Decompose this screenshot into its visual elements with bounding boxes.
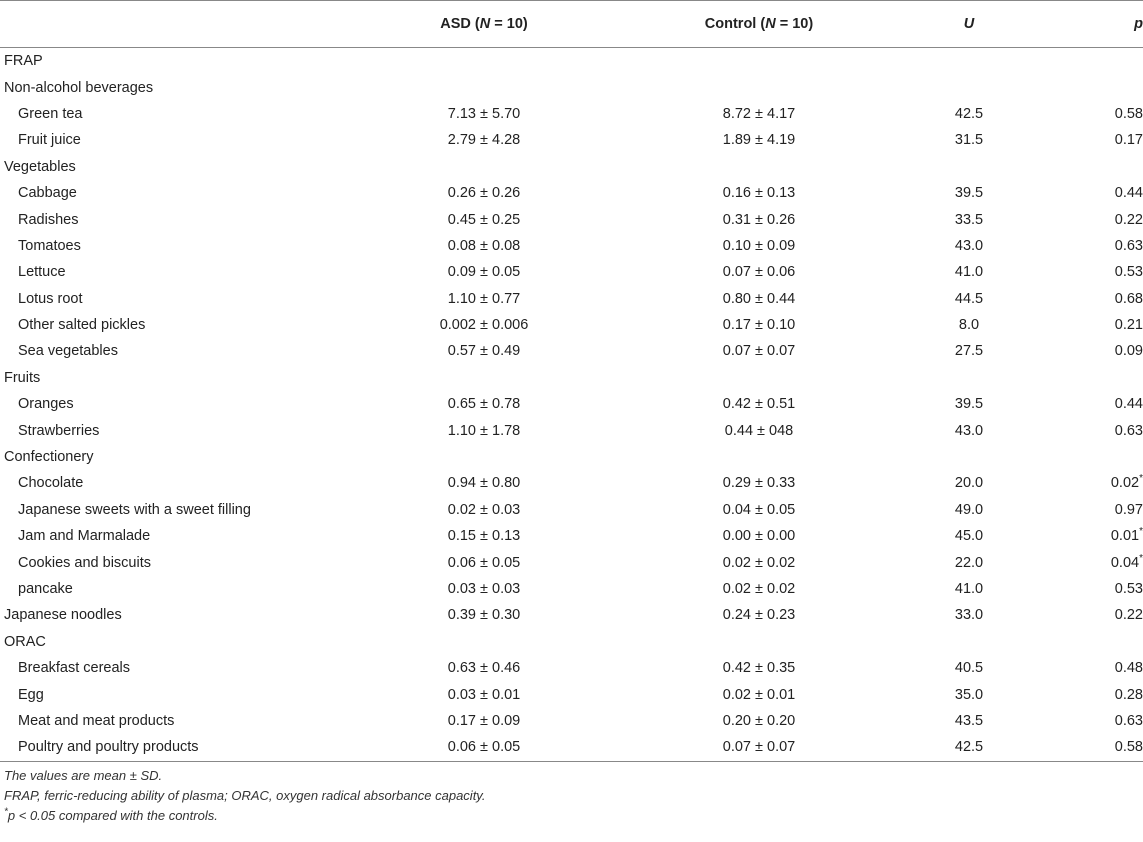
row-label-text: Fruit juice <box>18 132 81 149</box>
u-value <box>884 391 1054 417</box>
p-value-text: 0.44 <box>1114 396 1143 413</box>
p-value-text: 0.22 <box>1114 607 1143 624</box>
control-value <box>634 629 884 655</box>
asd-value-text: 0.15 ± 0.13 <box>447 528 521 545</box>
asd-value <box>334 708 634 734</box>
row-label-text: Other salted pickles <box>18 317 146 334</box>
table-row <box>0 444 1143 470</box>
row-label-text: Confectionery <box>4 449 94 466</box>
row-label-text: Radishes <box>18 211 79 228</box>
u-value <box>884 312 1054 338</box>
asd-value <box>334 101 634 127</box>
asd-value <box>334 655 634 681</box>
p-value <box>1054 259 1143 285</box>
table-row <box>0 576 1143 602</box>
asd-value <box>334 259 634 285</box>
row-label <box>0 523 334 549</box>
control-value <box>634 708 884 734</box>
significance-star: * <box>1139 526 1143 538</box>
asd-value <box>334 74 634 100</box>
asd-value-text: 0.17 ± 0.09 <box>447 712 521 729</box>
table-row <box>0 206 1143 232</box>
control-value <box>634 655 884 681</box>
u-value-text: 43.5 <box>954 712 984 729</box>
table-row <box>0 523 1143 549</box>
p-value-text: 0.04 <box>1110 554 1140 571</box>
u-value-text: 20.0 <box>954 475 984 492</box>
control-value-text: 0.44 ± 048 <box>724 422 794 439</box>
row-label <box>0 497 334 523</box>
asd-value-text: 0.65 ± 0.78 <box>447 396 521 413</box>
control-value <box>634 602 884 628</box>
u-value-text: 43.0 <box>954 237 984 254</box>
row-label <box>0 180 334 206</box>
control-value <box>634 154 884 180</box>
p-value <box>1054 576 1143 602</box>
significance-star: * <box>1139 473 1143 485</box>
row-label-text: Vegetables <box>4 158 76 175</box>
u-value-text: 49.0 <box>954 501 984 518</box>
asd-value-text: 0.002 ± 0.006 <box>439 317 529 334</box>
control-value-text: 0.07 ± 0.07 <box>722 739 796 756</box>
row-label <box>0 48 334 75</box>
footnote-1: The values are mean ± SD. <box>4 767 163 783</box>
row-label <box>0 576 334 602</box>
row-label-text: Non-alcohol beverages <box>4 79 154 96</box>
control-value-text: 0.02 ± 0.01 <box>722 686 796 703</box>
u-value <box>884 417 1054 443</box>
u-value <box>884 602 1054 628</box>
asd-value-text: 2.79 ± 4.28 <box>447 132 521 149</box>
control-value <box>634 312 884 338</box>
control-value <box>634 576 884 602</box>
asd-value-text: 0.03 ± 0.03 <box>447 581 521 597</box>
asd-value <box>334 286 634 312</box>
asd-value-text: 0.26 ± 0.26 <box>447 185 521 202</box>
control-value <box>634 417 884 443</box>
table-row <box>0 180 1143 206</box>
table-header <box>0 1 1143 48</box>
asd-value <box>334 629 634 655</box>
row-label-text: Sea vegetables <box>18 343 118 360</box>
u-value <box>884 470 1054 496</box>
u-value <box>884 576 1054 602</box>
row-label <box>0 127 334 153</box>
u-value <box>884 127 1054 153</box>
p-value <box>1054 286 1143 312</box>
table-row <box>0 286 1143 312</box>
table-row <box>0 74 1143 100</box>
table-row <box>0 602 1143 628</box>
u-value-text: 33.0 <box>954 607 984 624</box>
asd-value <box>334 681 634 707</box>
p-value <box>1054 127 1143 153</box>
asd-value-text: 0.02 ± 0.03 <box>447 501 521 518</box>
control-value-text: 0.07 ± 0.06 <box>722 264 796 281</box>
asd-value-text: 0.06 ± 0.05 <box>447 554 521 571</box>
row-label <box>0 74 334 100</box>
row-label-text: Strawberries <box>18 422 100 439</box>
p-value <box>1054 655 1143 681</box>
header-row <box>0 1 1143 48</box>
u-value-text: 27.5 <box>954 343 984 360</box>
row-label <box>0 655 334 681</box>
p-value <box>1054 180 1143 206</box>
p-value <box>1054 365 1143 391</box>
control-value-text: 8.72 ± 4.17 <box>722 105 796 122</box>
u-value-text: 33.5 <box>954 211 984 228</box>
table-row <box>0 470 1143 496</box>
footnote-3-star: * <box>4 806 8 818</box>
p-value-text: 0.97 <box>1114 501 1143 518</box>
table-row <box>0 365 1143 391</box>
row-label <box>0 259 334 285</box>
p-value <box>1054 417 1143 443</box>
p-value <box>1054 681 1143 707</box>
u-value-text: 41.0 <box>954 581 984 597</box>
table-row <box>0 708 1143 734</box>
asd-value <box>334 523 634 549</box>
asd-value-text: 0.09 ± 0.05 <box>447 264 521 281</box>
table-footnotes <box>0 762 1143 826</box>
footnote-3-text: p < 0.05 compared with the controls. <box>7 807 218 823</box>
table-row <box>0 734 1143 761</box>
row-label-text: Lettuce <box>18 264 66 281</box>
p-value <box>1054 629 1143 655</box>
row-label-text: Jam and Marmalade <box>18 528 151 545</box>
table-row <box>0 681 1143 707</box>
row-label <box>0 338 334 364</box>
asd-value-text: 0.57 ± 0.49 <box>447 343 521 360</box>
p-value-text: 0.02 <box>1110 475 1140 492</box>
asd-value <box>334 576 634 602</box>
header-control <box>634 1 884 48</box>
header-u <box>884 1 1054 48</box>
row-label <box>0 681 334 707</box>
p-value-text: 0.53 <box>1114 264 1143 281</box>
control-value <box>634 206 884 232</box>
row-label <box>0 206 334 232</box>
row-label-text: Cookies and biscuits <box>18 554 151 571</box>
asd-value <box>334 127 634 153</box>
asd-value <box>334 417 634 443</box>
control-value <box>634 523 884 549</box>
asd-value-text: 1.10 ± 1.78 <box>447 422 521 439</box>
u-value <box>884 629 1054 655</box>
control-value <box>634 101 884 127</box>
asd-value-text: 0.63 ± 0.46 <box>447 660 521 677</box>
table-row <box>0 259 1143 285</box>
row-label-text: Egg <box>18 686 44 703</box>
asd-value-text: 0.45 ± 0.25 <box>447 211 521 228</box>
asd-value <box>334 497 634 523</box>
p-value-text: 0.44 <box>1114 185 1143 202</box>
u-value-text: 41.0 <box>954 264 984 281</box>
u-value-text: 42.5 <box>954 739 984 756</box>
p-value-text: 0.28 <box>1114 686 1143 703</box>
p-value <box>1054 312 1143 338</box>
u-value-text: 45.0 <box>954 528 984 545</box>
control-value <box>634 286 884 312</box>
row-label <box>0 602 334 628</box>
p-value-text: 0.63 <box>1114 712 1143 729</box>
p-value <box>1054 470 1143 496</box>
u-value <box>884 48 1054 75</box>
row-label-text: Fruits <box>4 369 41 386</box>
row-label <box>0 549 334 575</box>
asd-value <box>334 734 634 761</box>
row-label <box>0 629 334 655</box>
control-value <box>634 180 884 206</box>
row-label <box>0 154 334 180</box>
header-p <box>1054 1 1143 48</box>
control-value-text: 0.04 ± 0.05 <box>722 501 796 518</box>
p-value <box>1054 602 1143 628</box>
table-row <box>0 629 1143 655</box>
control-value-text: 0.31 ± 0.26 <box>722 211 796 228</box>
u-value <box>884 206 1054 232</box>
control-value-text: 0.20 ± 0.20 <box>722 712 796 729</box>
row-label-text: pancake <box>18 581 73 597</box>
footnote-2: FRAP, ferric-reducing ability of plasma; ORAC, oxygen radical absorbance capacity. <box>4 787 486 803</box>
u-value <box>884 444 1054 470</box>
control-value <box>634 470 884 496</box>
control-value <box>634 734 884 761</box>
control-value-text: 0.29 ± 0.33 <box>722 475 796 492</box>
u-value <box>884 74 1054 100</box>
p-value <box>1054 101 1143 127</box>
row-label <box>0 444 334 470</box>
control-value <box>634 48 884 75</box>
control-value-text: 0.42 ± 0.35 <box>722 660 796 677</box>
control-value <box>634 259 884 285</box>
row-label <box>0 708 334 734</box>
row-label <box>0 312 334 338</box>
row-label-text: Oranges <box>18 396 74 413</box>
control-value-text: 0.10 ± 0.09 <box>722 237 796 254</box>
control-value-text: 0.24 ± 0.23 <box>722 607 796 624</box>
row-label-text: Poultry and poultry products <box>18 739 199 756</box>
p-value <box>1054 206 1143 232</box>
row-label <box>0 734 334 761</box>
header-control-n: (N = 10) <box>760 16 814 32</box>
asd-value-text: 0.94 ± 0.80 <box>447 475 521 492</box>
control-value <box>634 127 884 153</box>
u-value <box>884 681 1054 707</box>
table-row <box>0 312 1143 338</box>
control-value <box>634 338 884 364</box>
table-row <box>0 417 1143 443</box>
asd-value <box>334 312 634 338</box>
asd-value <box>334 391 634 417</box>
p-value <box>1054 154 1143 180</box>
p-value-text: 0.58 <box>1114 105 1143 122</box>
header-asd <box>334 1 634 48</box>
control-value-text: 0.07 ± 0.07 <box>722 343 796 360</box>
asd-value-text: 0.06 ± 0.05 <box>447 739 521 756</box>
asd-value <box>334 365 634 391</box>
table-row <box>0 338 1143 364</box>
asd-value-text: 1.10 ± 0.77 <box>447 290 521 307</box>
control-value-text: 0.02 ± 0.02 <box>722 581 796 597</box>
header-p-label: p <box>1134 16 1143 32</box>
asd-value <box>334 48 634 75</box>
asd-value-text: 7.13 ± 5.70 <box>447 105 521 122</box>
u-value-text: 35.0 <box>954 686 984 703</box>
u-value-text: 42.5 <box>954 105 984 122</box>
u-value-text: 40.5 <box>954 660 984 677</box>
control-value-text: 0.80 ± 0.44 <box>722 290 796 307</box>
row-label-text: Breakfast cereals <box>18 660 131 677</box>
p-value <box>1054 549 1143 575</box>
p-value-text: 0.68 <box>1114 290 1143 307</box>
p-value-text: 0.63 <box>1114 422 1143 439</box>
header-u-label: U <box>963 16 975 32</box>
row-label <box>0 365 334 391</box>
significance-star: * <box>1139 552 1143 564</box>
u-value-text: 39.5 <box>954 185 984 202</box>
control-value <box>634 233 884 259</box>
row-label <box>0 470 334 496</box>
control-value-text: 0.17 ± 0.10 <box>722 317 796 334</box>
asd-value <box>334 338 634 364</box>
header-control-label: Control <box>704 16 757 32</box>
u-value-text: 44.5 <box>954 290 984 307</box>
control-value <box>634 444 884 470</box>
u-value <box>884 734 1054 761</box>
u-value <box>884 338 1054 364</box>
p-value-text: 0.22 <box>1114 211 1143 228</box>
asd-value <box>334 549 634 575</box>
u-value <box>884 259 1054 285</box>
row-label-text: Lotus root <box>18 290 83 307</box>
u-value <box>884 497 1054 523</box>
table-row <box>0 549 1143 575</box>
p-value-text: 0.63 <box>1114 237 1143 254</box>
control-value-text: 0.16 ± 0.13 <box>722 185 796 202</box>
p-value <box>1054 523 1143 549</box>
asd-value-text: 0.08 ± 0.08 <box>447 237 521 254</box>
row-label-text: FRAP <box>4 53 43 70</box>
u-value-text: 22.0 <box>954 554 984 571</box>
u-value <box>884 708 1054 734</box>
control-value <box>634 365 884 391</box>
u-value-text: 43.0 <box>954 422 984 439</box>
u-value-text: 39.5 <box>954 396 984 413</box>
asd-value <box>334 602 634 628</box>
asd-value <box>334 206 634 232</box>
control-value <box>634 549 884 575</box>
row-label-text: Japanese sweets with a sweet filling <box>18 501 251 518</box>
p-value <box>1054 708 1143 734</box>
asd-value-text: 0.39 ± 0.30 <box>447 607 521 624</box>
u-value <box>884 154 1054 180</box>
row-label-text: ORAC <box>4 633 46 650</box>
u-value <box>884 655 1054 681</box>
u-value <box>884 523 1054 549</box>
table-row <box>0 655 1143 681</box>
u-value <box>884 180 1054 206</box>
control-value-text: 0.42 ± 0.51 <box>722 396 796 413</box>
row-label <box>0 101 334 127</box>
control-value-text: 1.89 ± 4.19 <box>722 132 796 149</box>
p-value <box>1054 391 1143 417</box>
row-label <box>0 417 334 443</box>
p-value <box>1054 444 1143 470</box>
asd-value <box>334 180 634 206</box>
asd-value <box>334 470 634 496</box>
control-value <box>634 497 884 523</box>
table-row <box>0 391 1143 417</box>
row-label <box>0 391 334 417</box>
p-value <box>1054 734 1143 761</box>
u-value <box>884 233 1054 259</box>
footnote-3 <box>4 806 1139 826</box>
row-label <box>0 233 334 259</box>
u-value <box>884 365 1054 391</box>
header-label-cell <box>0 1 334 48</box>
table-row <box>0 154 1143 180</box>
p-value <box>1054 338 1143 364</box>
p-value <box>1054 48 1143 75</box>
u-value-text: 31.5 <box>954 132 984 149</box>
asd-value-text: 0.03 ± 0.01 <box>447 686 521 703</box>
u-value <box>884 101 1054 127</box>
p-value-text: 0.48 <box>1114 660 1143 677</box>
u-value-text: 8.0 <box>958 317 980 334</box>
u-value <box>884 286 1054 312</box>
row-label-text: Cabbage <box>18 185 77 202</box>
control-value <box>634 681 884 707</box>
row-label-text: Japanese noodles <box>4 607 122 624</box>
table-row <box>0 48 1143 75</box>
asd-value <box>334 444 634 470</box>
u-value <box>884 549 1054 575</box>
p-value-text: 0.53 <box>1114 581 1143 597</box>
row-label <box>0 286 334 312</box>
p-value-text: 0.09 <box>1114 343 1143 360</box>
asd-value <box>334 154 634 180</box>
p-value-text: 0.17 <box>1114 132 1143 149</box>
control-value-text: 0.00 ± 0.00 <box>722 528 796 545</box>
p-value-text: 0.58 <box>1114 739 1143 756</box>
table-row <box>0 127 1143 153</box>
control-value <box>634 391 884 417</box>
control-value-text: 0.02 ± 0.02 <box>722 554 796 571</box>
p-value <box>1054 497 1143 523</box>
row-label-text: Chocolate <box>18 475 84 492</box>
row-label-text: Meat and meat products <box>18 712 175 729</box>
table-body <box>0 48 1143 762</box>
header-asd-label: ASD <box>440 16 471 32</box>
header-asd-n: (N = 10) <box>474 16 528 32</box>
table-row <box>0 233 1143 259</box>
control-value <box>634 74 884 100</box>
p-value-text: 0.01 <box>1110 528 1140 545</box>
table-row <box>0 101 1143 127</box>
asd-value <box>334 233 634 259</box>
p-value-text: 0.21 <box>1114 317 1143 334</box>
p-value <box>1054 233 1143 259</box>
p-value <box>1054 74 1143 100</box>
row-label-text: Tomatoes <box>18 237 81 254</box>
row-label-text: Green tea <box>18 105 83 122</box>
table-row <box>0 497 1143 523</box>
